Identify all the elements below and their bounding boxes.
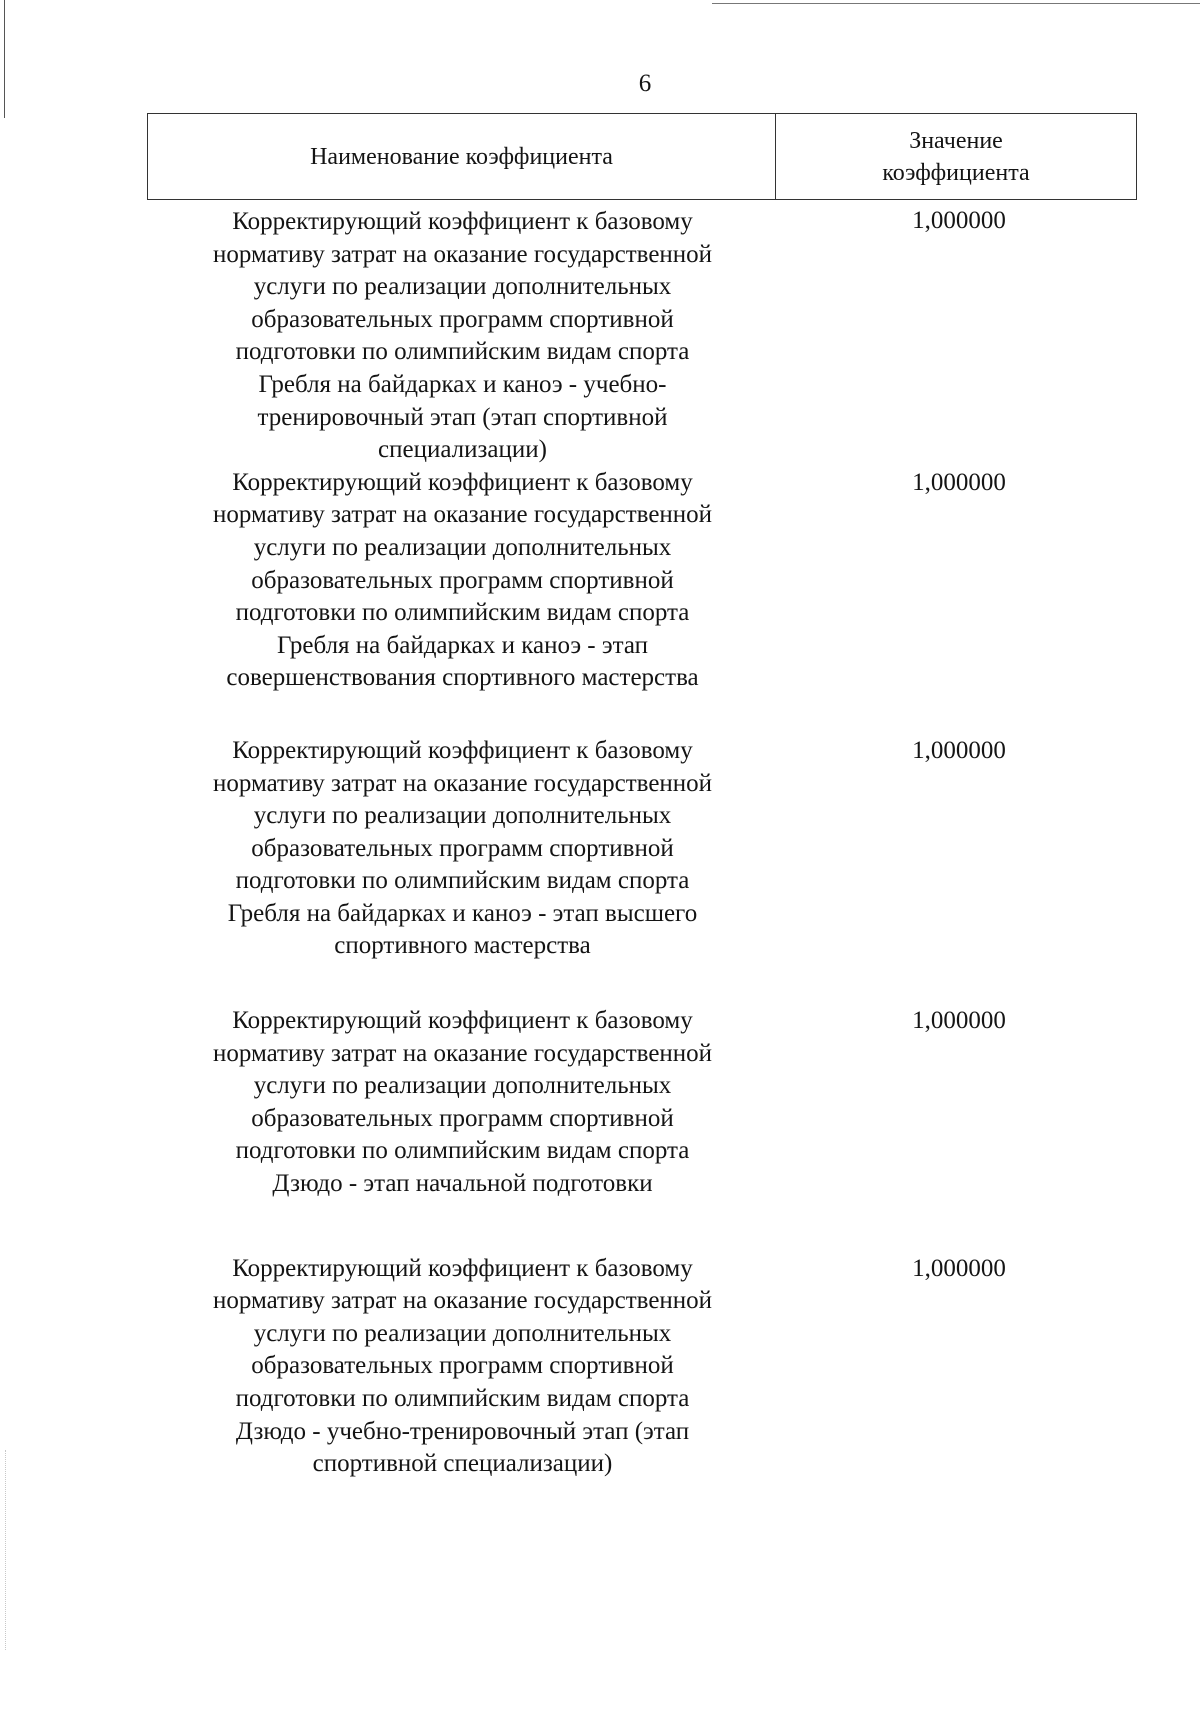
coefficient-name-line: услуги по реализации дополнительных <box>253 1319 672 1347</box>
coefficient-value: 1,000000 <box>912 1254 1006 1282</box>
table-body <box>148 200 1137 1481</box>
coefficient-name-line: специализации) <box>378 436 547 464</box>
coefficient-name-line: нормативу затрат на оказание государственной <box>212 501 713 529</box>
table-row <box>148 1253 1137 1481</box>
coefficient-name-line: подготовки по олимпийским видам спорта <box>235 1137 690 1165</box>
coefficient-value-cell <box>776 200 1137 467</box>
coefficient-name-line: Корректирующий коэффициент к базовому <box>232 468 693 496</box>
header-value-line-2: коэффициента <box>882 159 1030 186</box>
coefficient-name-line: подготовки по олимпийским видам спорта <box>235 599 690 627</box>
coefficient-name-line: образовательных программ спортивной <box>251 1352 674 1380</box>
coefficient-name-line: образовательных программ спортивной <box>251 834 674 862</box>
coefficient-name-line: Гребля на байдарках и каноэ - этап <box>277 631 648 659</box>
coefficient-name-line: Корректирующий коэффициент к базовому <box>232 736 693 764</box>
coefficient-name-line: подготовки по олимпийским видам спорта <box>235 1385 690 1412</box>
coefficient-name-cell <box>148 200 776 467</box>
coefficient-value-cell <box>776 467 1137 735</box>
coefficient-name-line: Дзюдо - этап начальной подготовки <box>272 1170 653 1198</box>
scan-edge-top <box>712 3 1200 4</box>
coefficient-name-cell <box>148 1005 776 1253</box>
scan-artifact <box>5 1450 7 1650</box>
coefficient-name-line: услуги по реализации дополнительных <box>253 533 672 561</box>
table-row <box>148 200 1137 467</box>
coefficient-name-cell <box>148 1253 776 1481</box>
coefficient-name-cell <box>148 735 776 1005</box>
coefficient-name-line: тренировочный этап (этап спортивной <box>257 403 668 431</box>
coefficient-name-cell <box>148 467 776 735</box>
coefficient-name-line: подготовки по олимпийским видам спорта <box>235 867 690 895</box>
page-number-text: 6 <box>638 70 652 97</box>
header-coefficient-value <box>776 114 1137 200</box>
coefficient-value: 1,000000 <box>912 468 1006 496</box>
table-row <box>148 735 1137 1005</box>
coefficient-name-line: образовательных программ спортивной <box>251 1104 674 1132</box>
coefficient-value-cell <box>776 735 1137 1005</box>
coefficient-name-line: нормативу затрат на оказание государственной <box>212 1039 713 1067</box>
coefficient-name-line: Дзюдо - учебно-тренировочный этап (этап <box>235 1417 690 1445</box>
coefficient-name-line: Гребля на байдарках и каноэ - этап высшего <box>227 899 698 927</box>
coefficient-name-line: образовательных программ спортивной <box>251 566 674 594</box>
coefficient-name-line: спортивного мастерства <box>334 932 591 960</box>
coefficient-value-cell <box>776 1005 1137 1253</box>
header-value-line-1: Значение <box>909 127 1003 154</box>
coefficient-name-line: нормативу затрат на оказание государственной <box>212 1287 713 1315</box>
coefficient-name-line: подготовки по олимпийским видам спорта <box>235 338 690 366</box>
coefficient-value: 1,000000 <box>912 207 1006 234</box>
coefficient-name-line: Корректирующий коэффициент к базовому <box>232 208 693 235</box>
coefficient-name-line: услуги по реализации дополнительных <box>253 1072 672 1100</box>
coefficient-name-line: Корректирующий коэффициент к базовому <box>232 1254 693 1282</box>
coefficient-name-line: Гребля на байдарках и каноэ - учебно- <box>258 370 667 398</box>
coefficient-table <box>147 113 1137 1481</box>
coefficient-name-line: нормативу затрат на оказание государственной <box>212 769 713 797</box>
coefficient-name-line: нормативу затрат на оказание государственной <box>212 240 713 268</box>
table-row <box>148 467 1137 735</box>
header-name-text: Наименование коэффициента <box>310 143 613 170</box>
coefficient-name-line: услуги по реализации дополнительных <box>253 802 672 830</box>
coefficient-name-line: образовательных программ спортивной <box>251 305 674 333</box>
coefficient-value: 1,000000 <box>912 1007 1006 1035</box>
coefficient-name-line: Корректирующий коэффициент к базовому <box>232 1007 693 1035</box>
table-row <box>148 1005 1137 1253</box>
page-number <box>0 70 1200 98</box>
header-coefficient-name <box>148 114 776 200</box>
coefficient-value: 1,000000 <box>912 736 1006 764</box>
table-header-row <box>148 114 1137 200</box>
coefficient-value-cell <box>776 1253 1137 1481</box>
coefficient-name-line: услуги по реализации дополнительных <box>253 273 672 301</box>
coefficient-name-line: совершенствования спортивного мастерства <box>226 664 699 692</box>
scan-edge-left <box>4 0 5 118</box>
coefficient-name-line: спортивной специализации) <box>312 1450 613 1478</box>
